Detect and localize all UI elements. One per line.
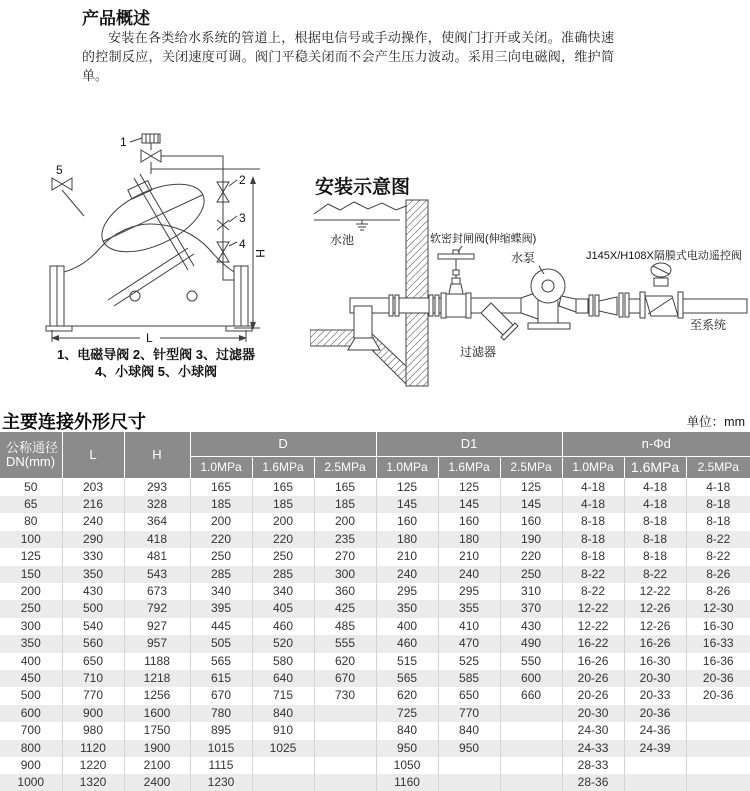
header-pressure: 2.5MPa bbox=[500, 456, 562, 478]
table-cell: 20-36 bbox=[686, 670, 750, 687]
table-cell: 250 bbox=[500, 566, 562, 583]
table-cell: 24-39 bbox=[624, 740, 686, 757]
table-cell: 520 bbox=[252, 635, 314, 652]
caption-line-2: 4、小球阀 5、小球阀 bbox=[94, 364, 218, 379]
table-cell bbox=[686, 740, 750, 757]
table-cell: 235 bbox=[314, 531, 376, 548]
dimensions-table bbox=[0, 432, 750, 791]
table-cell: 1025 bbox=[252, 740, 314, 757]
table-cell bbox=[500, 722, 562, 739]
table-cell bbox=[500, 757, 562, 774]
table-cell: 4-18 bbox=[562, 478, 624, 496]
table-cell bbox=[686, 705, 750, 722]
table-cell: 250 bbox=[252, 548, 314, 565]
table-row bbox=[0, 687, 750, 704]
table-cell: 800 bbox=[0, 740, 62, 757]
table-cell: 16-22 bbox=[562, 635, 624, 652]
table-cell: 650 bbox=[438, 687, 500, 704]
table-cell: 300 bbox=[0, 618, 62, 635]
table-cell: 395 bbox=[190, 600, 252, 617]
table-cell: 1120 bbox=[62, 740, 124, 757]
table-cell: 8-18 bbox=[624, 548, 686, 565]
table-cell: 12-22 bbox=[562, 600, 624, 617]
table-cell: 8-22 bbox=[686, 531, 750, 548]
table-cell: 730 bbox=[314, 687, 376, 704]
table-cell: 150 bbox=[0, 566, 62, 583]
dimension-h-label: H bbox=[253, 249, 267, 258]
table-cell: 1320 bbox=[62, 774, 124, 791]
table-cell: 185 bbox=[314, 496, 376, 513]
table-cell: 1230 bbox=[190, 774, 252, 791]
table-cell: 20-30 bbox=[624, 670, 686, 687]
table-cell: 1015 bbox=[190, 740, 252, 757]
table-cell: 200 bbox=[190, 513, 252, 530]
table-cell: 12-26 bbox=[624, 600, 686, 617]
table-cell: 1188 bbox=[124, 653, 190, 670]
table-cell bbox=[500, 705, 562, 722]
table-cell: 300 bbox=[314, 566, 376, 583]
table-cell: 485 bbox=[314, 618, 376, 635]
header-nphid: n-Φd bbox=[562, 432, 750, 456]
table-row bbox=[0, 548, 750, 565]
table-cell: 350 bbox=[0, 635, 62, 652]
table-cell: 125 bbox=[500, 478, 562, 496]
table-cell: 4-18 bbox=[562, 496, 624, 513]
table-row bbox=[0, 531, 750, 548]
pump-label: 水泵 bbox=[510, 251, 536, 265]
pump-icon bbox=[521, 266, 576, 329]
table-cell: 540 bbox=[62, 618, 124, 635]
table-cell: 725 bbox=[376, 705, 438, 722]
table-cell: 200 bbox=[0, 583, 62, 600]
table-cell: 910 bbox=[252, 722, 314, 739]
table-cell: 285 bbox=[190, 566, 252, 583]
header-pressure: 1.0MPa bbox=[376, 456, 438, 478]
water-surface-line bbox=[314, 202, 406, 214]
table-cell: 927 bbox=[124, 618, 190, 635]
table-cell: 364 bbox=[124, 513, 190, 530]
table-cell: 200 bbox=[252, 513, 314, 530]
table-cell: 8-18 bbox=[562, 531, 624, 548]
table-row bbox=[0, 653, 750, 670]
table-cell: 525 bbox=[438, 653, 500, 670]
header-pressure: 1.6MPa bbox=[438, 456, 500, 478]
table-cell: 670 bbox=[314, 670, 376, 687]
table-cell: 425 bbox=[314, 600, 376, 617]
table-cell: 12-22 bbox=[562, 618, 624, 635]
table-cell: 490 bbox=[500, 635, 562, 652]
table-cell: 80 bbox=[0, 513, 62, 530]
table-cell: 100 bbox=[0, 531, 62, 548]
table-cell: 160 bbox=[376, 513, 438, 530]
table-cell: 340 bbox=[190, 583, 252, 600]
tank-wall bbox=[406, 200, 428, 386]
header-pressure: 1.0MPa bbox=[562, 456, 624, 478]
table-cell: 240 bbox=[376, 566, 438, 583]
table-cell: 430 bbox=[62, 583, 124, 600]
table-cell: 293 bbox=[124, 478, 190, 496]
table-cell: 840 bbox=[376, 722, 438, 739]
unit-label: 单位：mm bbox=[686, 415, 745, 429]
header-d: D bbox=[190, 432, 376, 456]
table-cell: 1000 bbox=[0, 774, 62, 791]
table-cell: 185 bbox=[190, 496, 252, 513]
table-cell: 270 bbox=[314, 548, 376, 565]
table-cell: 310 bbox=[500, 583, 562, 600]
valve-diagram-caption bbox=[30, 346, 282, 380]
strainer-3-icon bbox=[217, 216, 237, 230]
table-cell: 673 bbox=[124, 583, 190, 600]
table-cell: 8-18 bbox=[706, 514, 731, 529]
table-cell bbox=[314, 740, 376, 757]
table-cell bbox=[314, 774, 376, 791]
table-cell bbox=[314, 705, 376, 722]
table-cell: 16-26 bbox=[562, 653, 624, 670]
table-cell: 12-22 bbox=[624, 583, 686, 600]
table-cell: 620 bbox=[376, 687, 438, 704]
table-cell: 980 bbox=[62, 722, 124, 739]
table-cell: 1900 bbox=[124, 740, 190, 757]
table-cell: 8-22 bbox=[562, 566, 624, 583]
table-cell: 355 bbox=[438, 600, 500, 617]
table-cell: 216 bbox=[62, 496, 124, 513]
header-dn: 公称通径 DN(mm) bbox=[0, 432, 62, 478]
table-cell: 780 bbox=[190, 705, 252, 722]
table-cell: 957 bbox=[124, 635, 190, 652]
table-cell: 4-18 bbox=[706, 479, 731, 494]
table-cell: 460 bbox=[376, 635, 438, 652]
table-cell: 24-33 bbox=[562, 740, 624, 757]
ball-valve-5-icon bbox=[52, 178, 84, 216]
table-cell: 460 bbox=[252, 618, 314, 635]
table-cell: 240 bbox=[62, 513, 124, 530]
table-row bbox=[0, 566, 750, 583]
table-cell: 285 bbox=[252, 566, 314, 583]
valve-label-1: 1 bbox=[120, 135, 127, 149]
table-cell: 240 bbox=[438, 566, 500, 583]
table-row bbox=[0, 600, 750, 617]
table-cell: 12-30 bbox=[686, 600, 750, 617]
table-cell bbox=[252, 757, 314, 774]
table-cell: 370 bbox=[500, 600, 562, 617]
table-cell: 220 bbox=[500, 548, 562, 565]
water-level-icon bbox=[356, 220, 368, 230]
table-cell: 710 bbox=[62, 670, 124, 687]
to-system-label: 至系统 bbox=[689, 318, 727, 332]
table-cell: 340 bbox=[252, 583, 314, 600]
table-cell: 20-26 bbox=[562, 687, 624, 704]
table-cell: 600 bbox=[0, 705, 62, 722]
control-valve-label: J145X/H108X隔膜式电动遥控阀 bbox=[586, 250, 742, 262]
table-cell: 565 bbox=[190, 653, 252, 670]
valve-body-drawing bbox=[46, 162, 252, 331]
table-cell: 250 bbox=[0, 600, 62, 617]
table-cell bbox=[500, 774, 562, 791]
table-cell: 160 bbox=[438, 513, 500, 530]
table-cell: 840 bbox=[438, 722, 500, 739]
header-d1: D1 bbox=[376, 432, 562, 456]
table-row bbox=[0, 757, 750, 774]
table-cell: 410 bbox=[438, 618, 500, 635]
table-cell bbox=[686, 722, 750, 739]
table-cell bbox=[314, 757, 376, 774]
table-cell: 418 bbox=[124, 531, 190, 548]
table-cell: 8-26 bbox=[706, 583, 731, 598]
table-cell: 8-18 bbox=[562, 548, 624, 565]
table-cell: 670 bbox=[190, 687, 252, 704]
table-cell: 16-30 bbox=[624, 653, 686, 670]
valve-label-5: 5 bbox=[56, 163, 63, 177]
table-cell: 350 bbox=[376, 600, 438, 617]
table-cell: 700 bbox=[0, 722, 62, 739]
table-cell: 50 bbox=[0, 478, 62, 496]
caption-line-1: 1、电磁导阀 2、针型阀 3、过滤器 bbox=[57, 347, 255, 362]
table-cell: 180 bbox=[438, 531, 500, 548]
table-cell: 430 bbox=[500, 618, 562, 635]
table-cell: 165 bbox=[314, 478, 376, 496]
table-cell: 220 bbox=[252, 531, 314, 548]
table-cell: 24-30 bbox=[562, 722, 624, 739]
table-cell: 145 bbox=[438, 496, 500, 513]
table-cell: 481 bbox=[124, 548, 190, 565]
table-cell: 450 bbox=[0, 670, 62, 687]
table-cell: 8-18 bbox=[624, 513, 686, 530]
dimensions-table-body bbox=[0, 478, 750, 791]
table-cell bbox=[438, 757, 500, 774]
table-cell: 220 bbox=[190, 531, 252, 548]
valve-structure-diagram bbox=[38, 130, 300, 346]
table-cell: 290 bbox=[62, 531, 124, 548]
table-cell: 585 bbox=[438, 670, 500, 687]
table-cell: 160 bbox=[500, 513, 562, 530]
header-l: L bbox=[62, 432, 124, 478]
table-cell: 1600 bbox=[124, 705, 190, 722]
table-row bbox=[0, 478, 750, 496]
table-row bbox=[0, 635, 750, 652]
table-cell: 8-26 bbox=[686, 566, 750, 583]
table-cell: 328 bbox=[124, 496, 190, 513]
header-pressure: 1.0MPa bbox=[190, 456, 252, 478]
table-row bbox=[0, 722, 750, 739]
table-cell: 203 bbox=[62, 478, 124, 496]
table-cell: 185 bbox=[252, 496, 314, 513]
table-row bbox=[0, 513, 750, 530]
table-cell: 640 bbox=[252, 670, 314, 687]
table-cell: 12-26 bbox=[624, 618, 686, 635]
table-cell: 4-18 bbox=[624, 496, 686, 513]
table-cell: 125 bbox=[438, 478, 500, 496]
table-cell: 28-36 bbox=[562, 774, 624, 791]
table-cell: 8-22 bbox=[624, 566, 686, 583]
table-cell: 1050 bbox=[376, 757, 438, 774]
table-cell: 950 bbox=[376, 740, 438, 757]
table-cell: 770 bbox=[438, 705, 500, 722]
table-cell: 8-18 bbox=[686, 496, 750, 513]
table-cell: 505 bbox=[190, 635, 252, 652]
table-cell: 8-18 bbox=[562, 513, 624, 530]
table-cell: 1160 bbox=[376, 774, 438, 791]
table-cell: 8-22 bbox=[706, 549, 731, 564]
pool-label: 水池 bbox=[330, 233, 355, 247]
gate-valve-label: 软密封闸阀(伸缩蝶阀) bbox=[430, 233, 537, 245]
solenoid-pilot-icon bbox=[130, 134, 161, 162]
table-cell: 560 bbox=[62, 635, 124, 652]
table-cell: 515 bbox=[376, 653, 438, 670]
table-cell bbox=[252, 774, 314, 791]
table-cell: 145 bbox=[376, 496, 438, 513]
table-cell: 715 bbox=[252, 687, 314, 704]
table-row bbox=[0, 740, 750, 757]
table-cell: 840 bbox=[252, 705, 314, 722]
strainer-label: 过滤器 bbox=[460, 345, 497, 359]
control-valve-icon bbox=[640, 263, 683, 318]
table-cell: 250 bbox=[190, 548, 252, 565]
valve-label-4: 4 bbox=[239, 237, 246, 251]
table-row bbox=[0, 496, 750, 513]
table-cell: 555 bbox=[314, 635, 376, 652]
table-cell: 210 bbox=[438, 548, 500, 565]
dimensions-title: 主要连接外形尺寸 bbox=[2, 412, 146, 432]
table-cell: 792 bbox=[124, 600, 190, 617]
table-cell: 350 bbox=[62, 566, 124, 583]
table-cell: 20-30 bbox=[562, 705, 624, 722]
table-cell: 295 bbox=[438, 583, 500, 600]
table-cell: 165 bbox=[190, 478, 252, 496]
table-row bbox=[0, 583, 750, 600]
ball-valve-4-icon bbox=[217, 242, 237, 262]
table-cell: 125 bbox=[376, 478, 438, 496]
table-cell: 20-26 bbox=[562, 670, 624, 687]
table-cell: 20-36 bbox=[624, 705, 686, 722]
table-cell bbox=[624, 757, 686, 774]
table-cell: 580 bbox=[252, 653, 314, 670]
table-cell: 500 bbox=[0, 687, 62, 704]
header-pressure: 1.6MPa bbox=[624, 456, 686, 478]
table-cell: 165 bbox=[252, 478, 314, 496]
table-cell: 950 bbox=[438, 740, 500, 757]
table-cell: 360 bbox=[314, 583, 376, 600]
table-cell: 405 bbox=[252, 600, 314, 617]
table-row bbox=[0, 618, 750, 635]
table-cell: 180 bbox=[376, 531, 438, 548]
install-diagram-title: 安装示意图 bbox=[315, 177, 411, 198]
table-row bbox=[0, 670, 750, 687]
table-cell: 400 bbox=[376, 618, 438, 635]
table-cell: 660 bbox=[500, 687, 562, 704]
table-cell bbox=[686, 774, 750, 791]
table-cell: 125 bbox=[0, 548, 62, 565]
overview-paragraph: 安装在各类给水系统的管道上，根据电信号或手动操作，使阀门打开或关闭。准确快速的控制反应，关闭速度可调。阀门平稳关闭而不会产生压力波动。采用三向电磁阀，维护简单。 bbox=[82, 30, 614, 83]
table-cell: 500 bbox=[62, 600, 124, 617]
table-cell: 24-36 bbox=[624, 722, 686, 739]
table-cell: 16-33 bbox=[686, 635, 750, 652]
table-cell: 543 bbox=[124, 566, 190, 583]
table-cell: 900 bbox=[0, 757, 62, 774]
gate-valve-icon bbox=[438, 246, 474, 318]
header-pressure: 2.5MPa bbox=[314, 456, 376, 478]
table-cell: 550 bbox=[500, 653, 562, 670]
header-pressure: 1.6MPa bbox=[252, 456, 314, 478]
table-cell: 1220 bbox=[62, 757, 124, 774]
table-cell: 200 bbox=[314, 513, 376, 530]
overview-title: 产品概述 bbox=[82, 9, 150, 28]
table-cell: 28-33 bbox=[562, 757, 624, 774]
table-cell bbox=[686, 757, 750, 774]
table-cell: 16-26 bbox=[624, 635, 686, 652]
table-cell: 1115 bbox=[190, 757, 252, 774]
table-cell bbox=[624, 774, 686, 791]
table-cell: 65 bbox=[0, 496, 62, 513]
table-cell: 1256 bbox=[124, 687, 190, 704]
table-cell bbox=[438, 774, 500, 791]
table-cell: 2400 bbox=[124, 774, 190, 791]
table-cell: 615 bbox=[190, 670, 252, 687]
table-cell: 1750 bbox=[124, 722, 190, 739]
table-cell: 650 bbox=[62, 653, 124, 670]
table-cell: 2100 bbox=[124, 757, 190, 774]
table-cell: 565 bbox=[376, 670, 438, 687]
table-row bbox=[0, 705, 750, 722]
table-cell: 1218 bbox=[124, 670, 190, 687]
table-cell: 445 bbox=[190, 618, 252, 635]
valve-label-2: 2 bbox=[239, 173, 246, 187]
table-cell: 295 bbox=[376, 583, 438, 600]
table-cell: 895 bbox=[190, 722, 252, 739]
table-cell: 16-36 bbox=[702, 653, 734, 668]
table-cell: 145 bbox=[500, 496, 562, 513]
table-cell: 330 bbox=[62, 548, 124, 565]
table-cell: 600 bbox=[500, 670, 562, 687]
table-cell: 620 bbox=[314, 653, 376, 670]
needle-valve-2-icon bbox=[217, 180, 237, 202]
table-cell: 8-18 bbox=[624, 531, 686, 548]
table-cell: 20-36 bbox=[702, 688, 734, 703]
table-cell: 470 bbox=[438, 635, 500, 652]
table-cell: 400 bbox=[0, 653, 62, 670]
table-cell bbox=[314, 722, 376, 739]
valve-label-3: 3 bbox=[239, 211, 246, 225]
header-pressure: 2.5MPa bbox=[686, 456, 750, 478]
table-cell: 20-33 bbox=[624, 687, 686, 704]
table-cell: 210 bbox=[376, 548, 438, 565]
table-cell: 16-30 bbox=[702, 618, 734, 633]
table-cell: 190 bbox=[500, 531, 562, 548]
table-cell: 770 bbox=[62, 687, 124, 704]
header-h: H bbox=[124, 432, 190, 478]
table-row bbox=[0, 774, 750, 791]
dimension-l-label: L bbox=[146, 331, 153, 345]
table-cell: 8-22 bbox=[562, 583, 624, 600]
table-cell: 900 bbox=[62, 705, 124, 722]
table-cell bbox=[500, 740, 562, 757]
installation-diagram bbox=[310, 198, 750, 400]
table-cell: 4-18 bbox=[624, 478, 686, 496]
